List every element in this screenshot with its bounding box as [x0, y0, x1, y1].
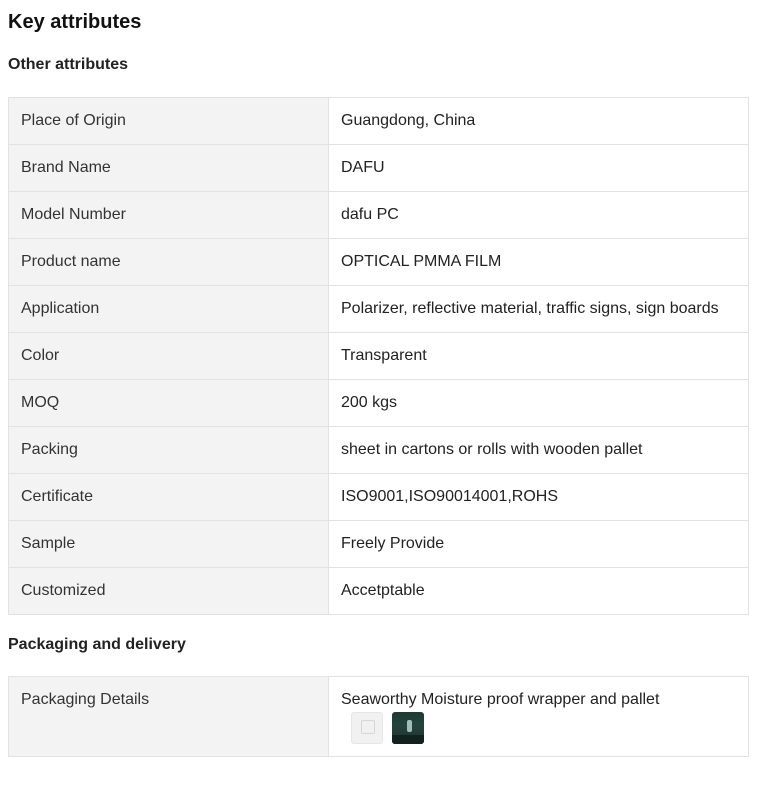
- attribute-name: Brand Name: [9, 145, 329, 192]
- table-row: [9, 239, 749, 286]
- attribute-value: dafu PC: [329, 192, 749, 239]
- table-row: [9, 521, 749, 568]
- attribute-value: ISO9001,ISO90014001,ROHS: [329, 474, 749, 521]
- attribute-name: Place of Origin: [9, 98, 329, 145]
- image-placeholder-icon[interactable]: [351, 712, 383, 744]
- table-row: [9, 192, 749, 239]
- attribute-name: Packing: [9, 427, 329, 474]
- page-title: Key attributes: [8, 11, 142, 33]
- table-row: [9, 333, 749, 380]
- attribute-value: Polarizer, reflective material, traffic signs, sign boards: [329, 286, 749, 333]
- attribute-name: Product name: [9, 239, 329, 286]
- packaging-photo-icon[interactable]: [392, 712, 424, 744]
- packaging-table: [8, 676, 749, 757]
- table-row: [9, 286, 749, 333]
- packaging-delivery-heading: Packaging and delivery: [8, 636, 186, 653]
- attribute-value: Freely Provide: [329, 521, 749, 568]
- attribute-name: Application: [9, 286, 329, 333]
- attribute-value: Accetptable: [329, 568, 749, 615]
- attribute-value: DAFU: [329, 145, 749, 192]
- attribute-name: Customized: [9, 568, 329, 615]
- table-row: [9, 427, 749, 474]
- attribute-name: Packaging Details: [9, 677, 329, 757]
- attribute-name: Color: [9, 333, 329, 380]
- attribute-value: Guangdong, China: [329, 98, 749, 145]
- table-row: [9, 380, 749, 427]
- attribute-name: Sample: [9, 521, 329, 568]
- attribute-value-cell: [329, 677, 749, 757]
- packaging-thumbnails: [341, 712, 736, 744]
- attribute-name: MOQ: [9, 380, 329, 427]
- table-row: [9, 98, 749, 145]
- table-row: [9, 145, 749, 192]
- other-attributes-table: [8, 97, 749, 615]
- attribute-name: Certificate: [9, 474, 329, 521]
- table-row: [9, 474, 749, 521]
- attribute-value: sheet in cartons or rolls with wooden pallet: [329, 427, 749, 474]
- attribute-value: OPTICAL PMMA FILM: [329, 239, 749, 286]
- attribute-value: 200 kgs: [329, 380, 749, 427]
- attribute-value: Seaworthy Moisture proof wrapper and pallet: [341, 691, 660, 708]
- table-row: [9, 568, 749, 615]
- key-attributes-panel: [8, 0, 749, 757]
- attribute-name: Model Number: [9, 192, 329, 239]
- other-attributes-heading: Other attributes: [8, 56, 129, 73]
- table-row: [9, 677, 749, 757]
- attribute-value: Transparent: [329, 333, 749, 380]
